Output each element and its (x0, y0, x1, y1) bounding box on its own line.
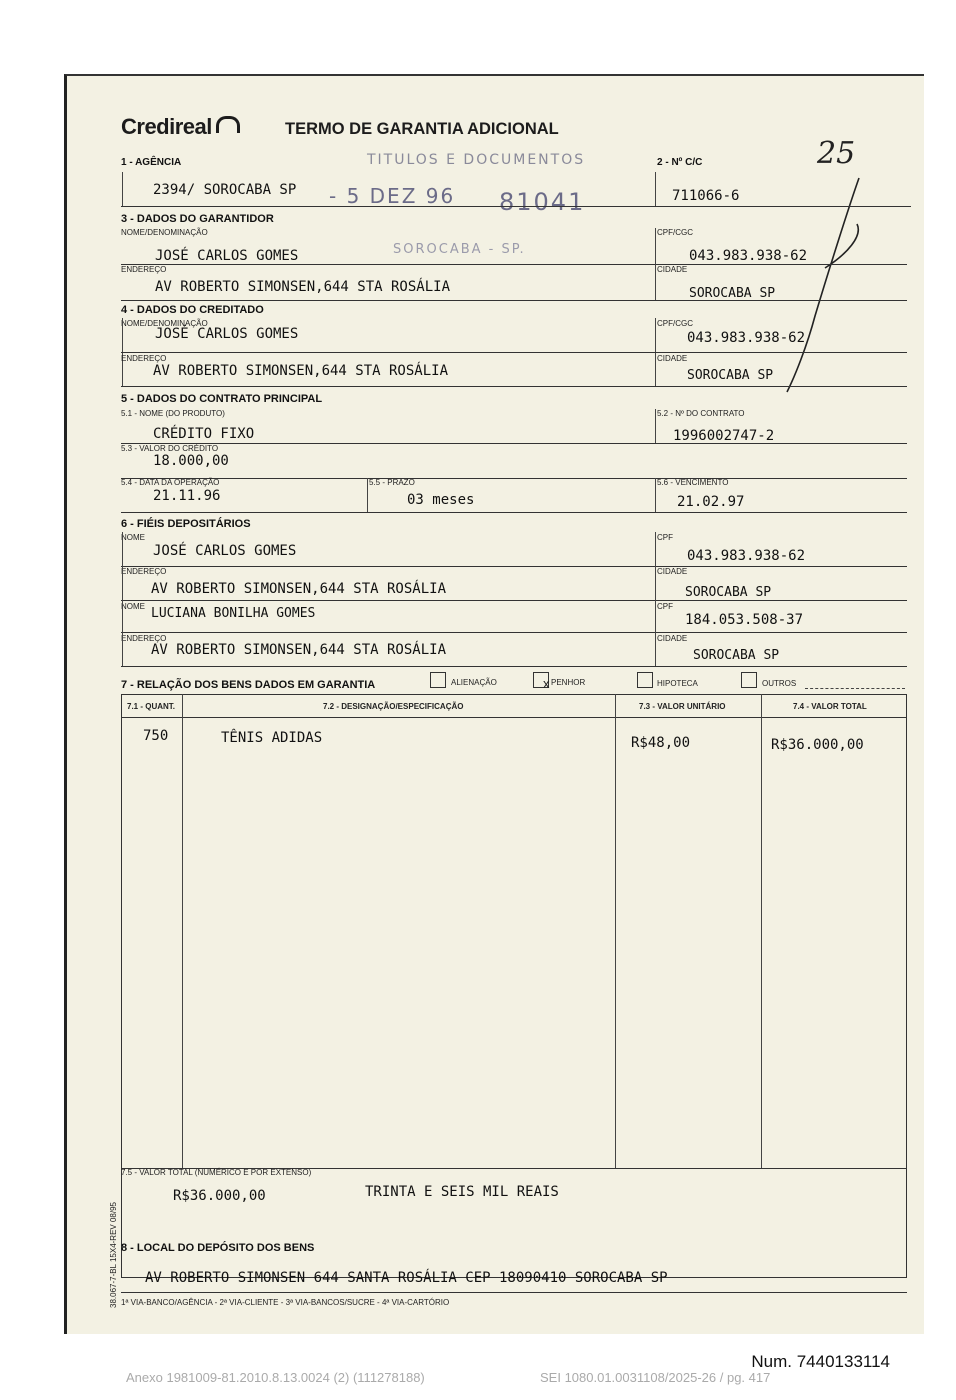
credit-value-label: 5.3 - VALOR DO CRÉDITO (121, 444, 219, 453)
term-value: 03 meses (407, 492, 475, 508)
creditado-city-label: CIDADE (657, 354, 688, 363)
hipoteca-checkbox[interactable] (637, 672, 653, 688)
stamp-city: SOROCABA - SP. (393, 242, 526, 257)
sei-reference: SEI 1080.01.0031108/2025-26 / pg. 417 (540, 1370, 771, 1385)
contract-number: 1996002747-2 (673, 428, 775, 444)
credireal-logo: Credireal (121, 114, 240, 140)
cc-value: 711066-6 (672, 188, 740, 204)
hipoteca-label: HIPOTECA (657, 679, 698, 688)
garantidor-label: 3 - DADOS DO GARANTIDOR (121, 213, 274, 225)
deposito-address: AV ROBERTO SIMONSEN 644 SANTA ROSÁLIA CEP 18090410 SOROCABA SP (145, 1270, 668, 1286)
row-total: R$36.000,00 (771, 737, 864, 753)
handwritten-slash-mark-icon (767, 166, 887, 396)
dep1-address: AV ROBERTO SIMONSEN,644 STA ROSÁLIA (151, 581, 447, 597)
dep2-cpf: 184.053.508-37 (685, 612, 804, 628)
creditado-address: AV ROBERTO SIMONSEN,644 STA ROSÁLIA (153, 363, 449, 379)
garantidor-name: JOSÉ CARLOS GOMES (155, 248, 299, 264)
col-quant-header: 7.1 - QUANT. (127, 702, 176, 711)
dep1-name: JOSÉ CARLOS GOMES (153, 543, 297, 559)
total-label: 7.5 - VALOR TOTAL (NUMÉRICO E POR EXTENSO) (121, 1168, 312, 1177)
creditado-city: SOROCABA SP (687, 368, 774, 383)
outros-checkbox[interactable] (741, 672, 757, 688)
credit-value: 18.000,00 (153, 453, 229, 469)
dep2-address: AV ROBERTO SIMONSEN,644 STA ROSÁLIA (151, 642, 447, 658)
dep2-city: SOROCABA SP (693, 648, 780, 663)
garantidor-address: AV ROBERTO SIMONSEN,644 STA ROSÁLIA (155, 279, 451, 295)
stamp-date: - 5 DEZ 96 (329, 184, 456, 208)
agencia-label: 1 - AGÊNCIA (121, 157, 182, 168)
dep1-address-label: ENDEREÇO (121, 567, 167, 576)
bens-label: 7 - RELAÇÃO DOS BENS DADOS EM GARANTIA (121, 679, 376, 691)
dep1-cpf: 043.983.938-62 (687, 548, 806, 564)
penhor-label: PENHOR (551, 678, 586, 687)
dep2-address-label: ENDEREÇO (121, 634, 167, 643)
stamp-titulos: TITULOS E DOCUMENTOS (367, 152, 586, 168)
creditado-cpf: 043.983.938-62 (687, 330, 806, 346)
document-number: Num. 7440133114 (751, 1352, 890, 1371)
dep2-city-label: CIDADE (657, 634, 688, 643)
anexo-reference: Anexo 1981009-81.2010.8.13.0024 (2) (111278188) (126, 1370, 425, 1385)
product-label: 5.1 - NOME (DO PRODUTO) (121, 409, 225, 418)
operation-date: 21.11.96 (153, 488, 221, 504)
alienacao-checkbox[interactable] (430, 672, 446, 688)
outros-label: OUTROS (762, 679, 797, 688)
copies-line: 1ª VIA-BANCO/AGÊNCIA - 2ª VIA-CLIENTE - 3ª VIA-BANCOS/SUCRE - 4ª VIA-CARTÓRIO (121, 1298, 450, 1307)
dep2-name: LUCIANA BONILHA GOMES (151, 606, 316, 621)
row-unit: R$48,00 (631, 735, 691, 751)
total-words: TRINTA E SEIS MIL REAIS (365, 1184, 559, 1200)
dep2-name-label: NOME (121, 602, 145, 611)
handwritten-number: 25 (817, 136, 856, 171)
outros-dashed-line (805, 688, 905, 689)
due-date: 21.02.97 (677, 494, 745, 510)
agencia-value: 2394/ SOROCABA SP (153, 182, 297, 198)
creditado-name: JOSÉ CARLOS GOMES (155, 326, 299, 342)
garantidor-city: SOROCABA SP (689, 286, 776, 301)
form-code: 38.067-7-BL 15X4-REV 08/95 (109, 1202, 118, 1308)
row-desc: TÊNIS ADIDAS (221, 730, 323, 746)
contrato-label: 5 - DADOS DO CONTRATO PRINCIPAL (121, 393, 323, 405)
garantidor-address-label: ENDEREÇO (121, 265, 167, 274)
penhor-checkmark: x (543, 676, 550, 691)
stamp-number: 81041 (499, 188, 586, 216)
scanned-form (64, 74, 924, 1334)
cc-label: 2 - Nº C/C (657, 157, 703, 168)
garantidor-city-label: CIDADE (657, 265, 688, 274)
credireal-logo-mark-icon (216, 116, 240, 133)
dep1-city-label: CIDADE (657, 567, 688, 576)
creditado-name-label: NOME/DENOMINAÇÃO (121, 319, 208, 328)
total-numeric: R$36.000,00 (173, 1188, 266, 1204)
operation-date-label: 5.4 - DATA DA OPERAÇÃO (121, 478, 220, 487)
col-unit-header: 7.3 - VALOR UNITÁRIO (639, 702, 726, 711)
dep2-cpf-label: CPF (657, 602, 673, 611)
contract-number-label: 5.2 - Nº DO CONTRATO (657, 409, 745, 418)
document-title: TERMO DE GARANTIA ADICIONAL (285, 120, 559, 138)
term-label: 5.5 - PRAZO (369, 478, 415, 487)
product-value: CRÉDITO FIXO (153, 426, 255, 442)
depositarios-label: 6 - FIÉIS DEPOSITÁRIOS (121, 518, 251, 530)
garantidor-cpf-label: CPF/CGC (657, 228, 693, 237)
dep1-name-label: NOME (121, 533, 145, 542)
garantidor-name-label: NOME/DENOMINAÇÃO (121, 228, 208, 237)
col-total-header: 7.4 - VALOR TOTAL (793, 702, 867, 711)
row-qty: 750 (143, 728, 169, 744)
alienacao-label: ALIENAÇÃO (451, 678, 497, 687)
creditado-label: 4 - DADOS DO CREDITADO (121, 304, 264, 316)
creditado-address-label: ENDEREÇO (121, 354, 167, 363)
due-date-label: 5.6 - VENCIMENTO (657, 478, 729, 487)
garantidor-cpf: 043.983.938-62 (689, 248, 808, 264)
deposito-label: 8 - LOCAL DO DEPÓSITO DOS BENS (121, 1242, 315, 1254)
dep1-city: SOROCABA SP (685, 585, 772, 600)
dep1-cpf-label: CPF (657, 533, 673, 542)
creditado-cpf-label: CPF/CGC (657, 319, 693, 328)
col-desc-header: 7.2 - DESIGNAÇÃO/ESPECIFICAÇÃO (323, 702, 464, 711)
